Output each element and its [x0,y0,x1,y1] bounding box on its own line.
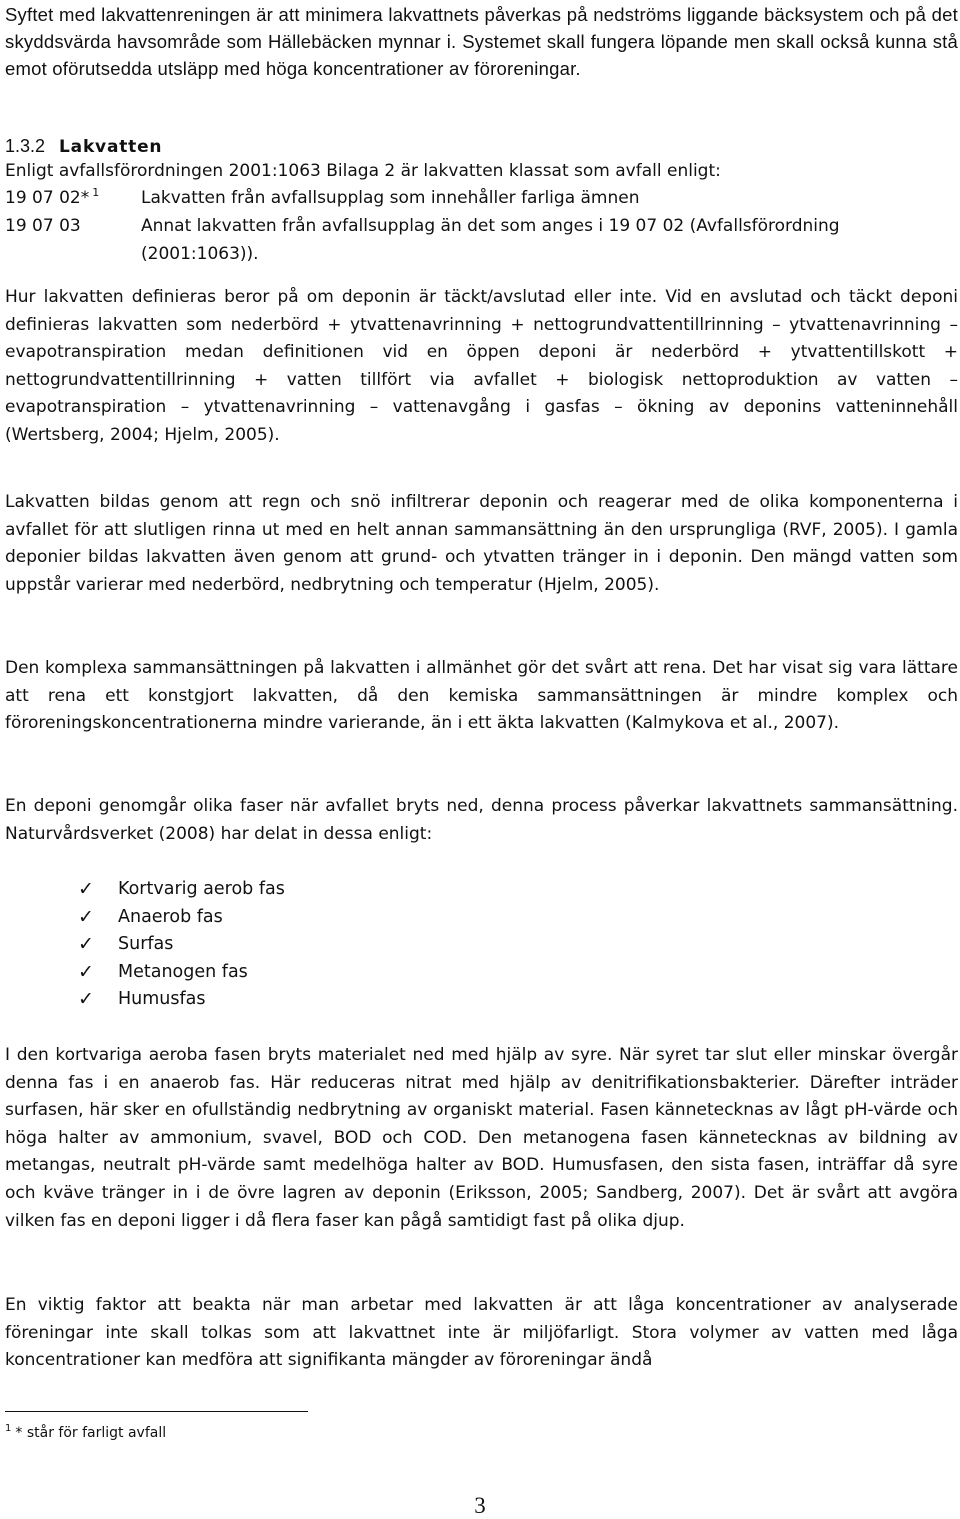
paragraph-composition: Den komplexa sammansättningen på lakvatten i allmänhet gör det svårt att rena. Det har visat sig vara lättare att rena ett konstgjort lakvatten, då den kemiska sammansättningen är mindre komplex och föroreningskoncentrationerna mindre varierande, än i ett äkta lakvatten (Kalmykova et al., 2007). [5,658,958,734]
paragraph-leachate-definition: Hur lakvatten definieras beror på om deponin är täckt/avslutad eller inte. Vid en avslutad och täckt deponi definieras lakvatten som nederbörd + ytvattenavrinning + nettogrundvattentillrinning – ytvattenavrinning – evapotranspiration medan definitionen vid en öppen deponi är nederbörd + ytvattentillskott + nettogrundvattentillrinning + vatten tillfört via avfallet + biologisk nettoproduktion av vatten – evapotranspiration – ytvattenavrinning – vattenavgång i gasfas – ökning av deponins vatteninnehåll (Wertsberg, 2004; Hjelm, 2005). [5,287,958,445]
footnote-reference: 1 [92,186,100,199]
footnote-separator [5,1411,308,1412]
paragraph-phases-intro: En deponi genomgår olika faser när avfallet bryts ned, denna process påverkar lakvattnets sammansättning. Naturvårdsverket (2008) har delat in dessa enligt: [5,796,958,844]
waste-code-description: Annat lakvatten från avfallsupplag än det som anges i 19 07 02 (Avfallsförordning (2001:1063)). [141,216,840,264]
checkmark-icon: ✓ [78,960,94,983]
list-item: ✓ Anaerob fas [78,904,285,932]
list-item: ✓ Surfas [78,931,285,959]
checkmark-icon: ✓ [78,933,94,955]
paragraph-leachate-formation: Lakvatten bildas genom att regn och snö infiltrerar deponin och reagerar med de olika komponenterna i avfallet för att slutligen rinna ut med en helt annan sammansättning än den ursprungliga (RVF, 2005). I gamla deponier bildas lakvatten även genom att grund- och ytvatten tränger in i deponin. Den mängd vatten som uppstår varierar med nederbörd, nedbrytning och temperatur (Hjelm, 2005). [5,492,958,595]
section-heading [5,133,162,161]
classification-intro: Enligt avfallsförordningen 2001:1063 Bilaga 2 är lakvatten klassat som avfall enligt: [5,161,721,181]
page-number: 3 [474,1493,486,1518]
checkmark-icon: ✓ [78,878,94,900]
checkmark-icon: ✓ [78,905,94,928]
footnote [5,1423,166,1443]
section-title: Lakvatten [59,137,163,157]
list-item: ✓ Humusfas [78,986,285,1014]
paragraph-phase-descriptions: I den kortvariga aeroba fasen bryts materialet ned med hjälp av syre. När syret tar slut eller minskar övergår denna fas i en anaerob fas. Här reduceras nitrat med hjälp av denitrifikationsbakterier. Därefter inträder surfasen, här sker en ofullständig nedbrytning av organiskt material. Fasen kännetecknas av lågt pH-värde och höga halter av ammonium, svavel, BOD och COD. Den metanogena fasen kännetecknas av bildning av metangas, neutralt pH-värde samt medelhöga halter av BOD. Humusfasen, den sista fasen, inträffar då syre och kväve tränger in i de övre lagren av deponin (Eriksson, 2005; Sandberg, 2007). Det är svårt att avgöra vilken fas en deponi ligger i då flera faser kan pågå samtidigt fast på olika djup. [5,1045,958,1231]
list-item: ✓ Kortvarig aerob fas [78,876,285,904]
section-number: 1.3.2 [5,136,46,156]
checkmark-icon: ✓ [78,988,94,1010]
waste-code: 19 07 03 [5,216,81,236]
waste-code-description: Lakvatten från avfallsupplag som innehåller farliga ämnen [141,188,640,208]
paragraph-low-concentrations: En viktig faktor att beakta när man arbetar med lakvatten är att låga koncentrationer av analyserade föreningar inte skall tolkas som att lakvattnet inte är miljöfarligt. Stora volymer av vatten med låga koncentrationer kan medföra att signifikanta mängder av föroreningar ändå [5,1295,958,1371]
phase-list [78,876,285,1014]
waste-code-row [5,185,941,213]
list-item: ✓ Metanogen fas [78,959,285,987]
footnote-mark: 1 [5,1423,12,1434]
waste-code-row [5,213,941,268]
intro-paragraph: Syftet med lakvattenreningen är att minimera lakvattnets påverkas på nedströms liggande bäcksystem och på det skyddsvärda havsområde som Hällebäcken mynnar i. Systemet skall fungera löpande men skall också kunna stå emot oförutsedda utsläpp med höga koncentrationer av föroreningar. [5,4,958,79]
waste-code: 19 07 02* $^1$ [5,186,100,208]
footnote-text: * står för farligt avfall [15,1425,167,1441]
